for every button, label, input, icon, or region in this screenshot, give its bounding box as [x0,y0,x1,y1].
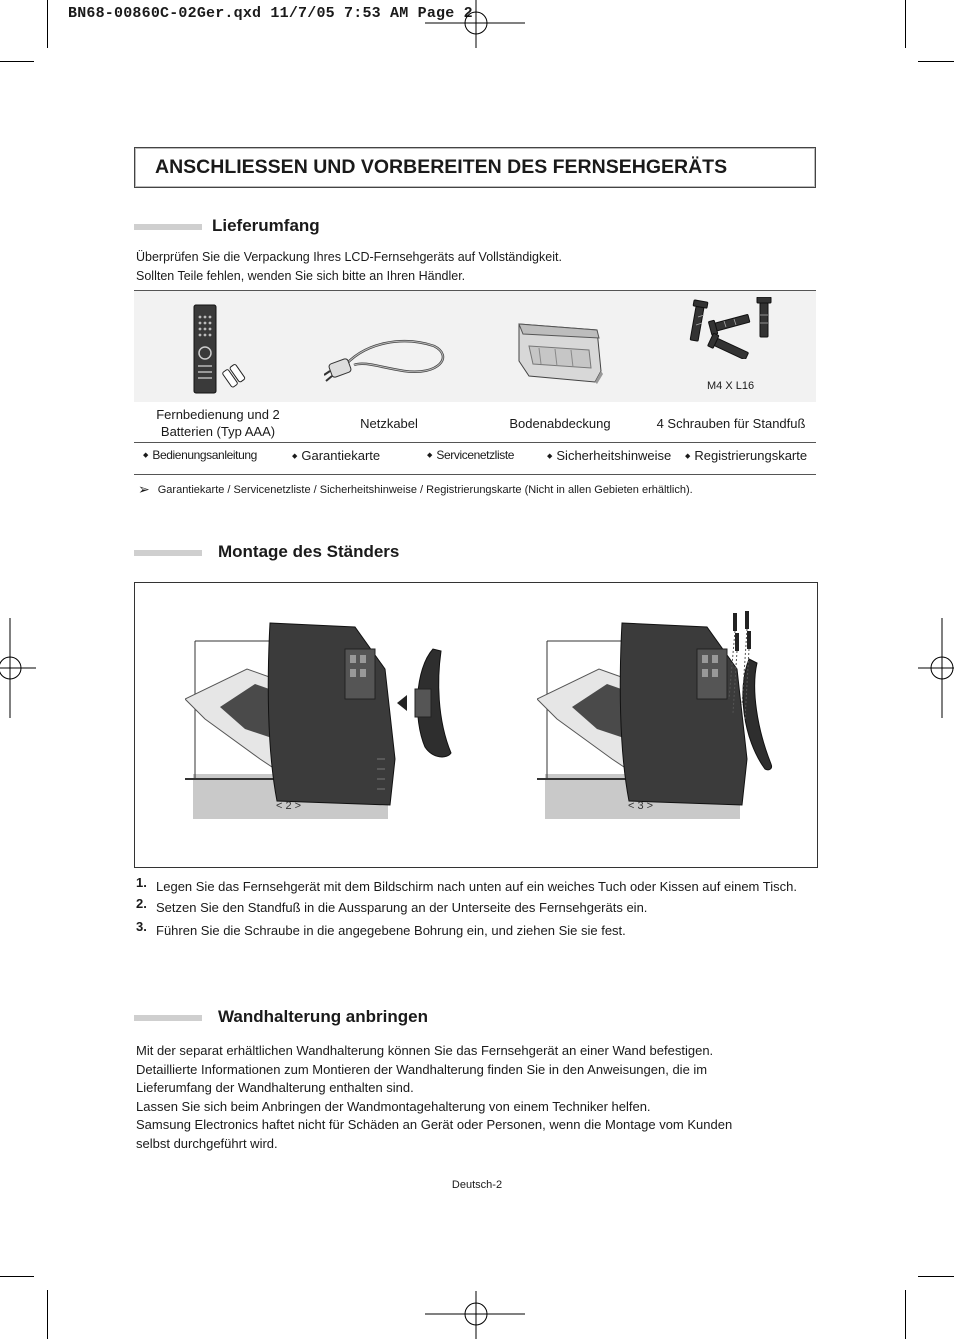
remote-control-icon [192,303,246,395]
contents-table [134,290,816,475]
power-cord-icon [324,321,454,391]
figure-label-step2: < 2 > [276,800,302,812]
item-label-screws: 4 Schrauben für Standfuß [656,415,806,431]
tv-stand-step3-illustration [537,609,827,824]
extra-item: ◆ Sicherheitshinweise [547,448,672,463]
registration-mark-right [918,618,954,718]
section-bar [134,550,202,556]
wall-mount-text: Mit der separat erhältlichen Wandhalterung können Sie das Fernsehgerät an einer Wand befestigen. Detaillierte Informationen zum Montieren der Wandhalterung finden Sie in den Anweisungen, die im Lieferumfang der Wandhalterung enthalten sind. Lassen Sie sich beim Anbringen der Wandmontagehalterung von einem Techniker helfen. Samsung Electronics haftet nicht für Schäden an Gerät oder Personen, wenn die Montage vom Kunden selbst durchgeführt wird. [136,1043,733,1151]
item-label-cord: Netzkabel [360,415,418,431]
section-heading-lieferumfang: Lieferumfang [212,216,320,235]
tv-stand-step2-illustration [185,619,475,824]
figure-label-step3: < 3 > [628,800,654,812]
registration-mark-top [425,0,529,48]
screws-icon [686,297,778,359]
floor-cover-icon [509,316,609,386]
section-bar [134,224,202,230]
intro-text: Überprüfen Sie die Verpackung Ihres LCD-Fernsehgeräts auf Vollständigkeit. Sollten Teile fehlen, wenden Sie sich bitte an Ihren Händler. [136,250,562,283]
stand-mounting-figure [134,582,818,868]
print-header: BN68-00860C-02Ger.qxd 11/7/05 7:53 AM Page 2 [68,5,473,22]
extra-item: ◆ Registrierungskarte [685,448,808,463]
row-divider [134,442,816,443]
note-arrow-icon: ➢ [138,481,150,497]
list-item: 3. Führen Sie die Schraube in die angegebene Bohrung ein, und ziehen Sie sie fest. [136,919,626,938]
mounting-steps-list [136,875,816,942]
page-title-box [134,147,816,188]
item-label-floor-cover: Bodenabdeckung [509,415,611,431]
list-item: 1. Legen Sie das Fernsehgerät mit dem Bildschirm nach unten auf ein weiches Tuch oder Kissen auf einem Tisch. [136,875,797,894]
extra-item: ◆ Servicenetzliste [427,448,515,462]
extra-item: ◆ Bedienungsanleitung [143,448,257,462]
availability-note: ➢ Garantiekarte / Servicenetzliste / Sicherheitshinweise / Registrierungskarte (Nicht in allen Gebieten erhältlich). [138,481,693,497]
extra-item: ◆ Garantiekarte [292,448,381,463]
section-bar [134,1015,202,1021]
section-heading-montage: Montage des Ständers [218,542,400,561]
screw-size-label: M4 X L16 [707,380,755,392]
list-item: 2. Setzen Sie den Standfuß in die Aussparung an der Unterseite des Fernsehgeräts ein. [136,896,648,915]
item-label-remote: Fernbedienung und 2 Batterien (Typ AAA) [156,407,280,439]
section-heading-wandhalterung: Wandhalterung anbringen [218,1007,428,1026]
registration-mark-bottom [425,1291,529,1339]
registration-mark-left [0,618,36,718]
page-title: ANSCHLIESSEN UND VORBEREITEN DES FERNSEHGERÄTS [155,156,728,178]
page-footer: Deutsch-2 [451,1179,503,1191]
